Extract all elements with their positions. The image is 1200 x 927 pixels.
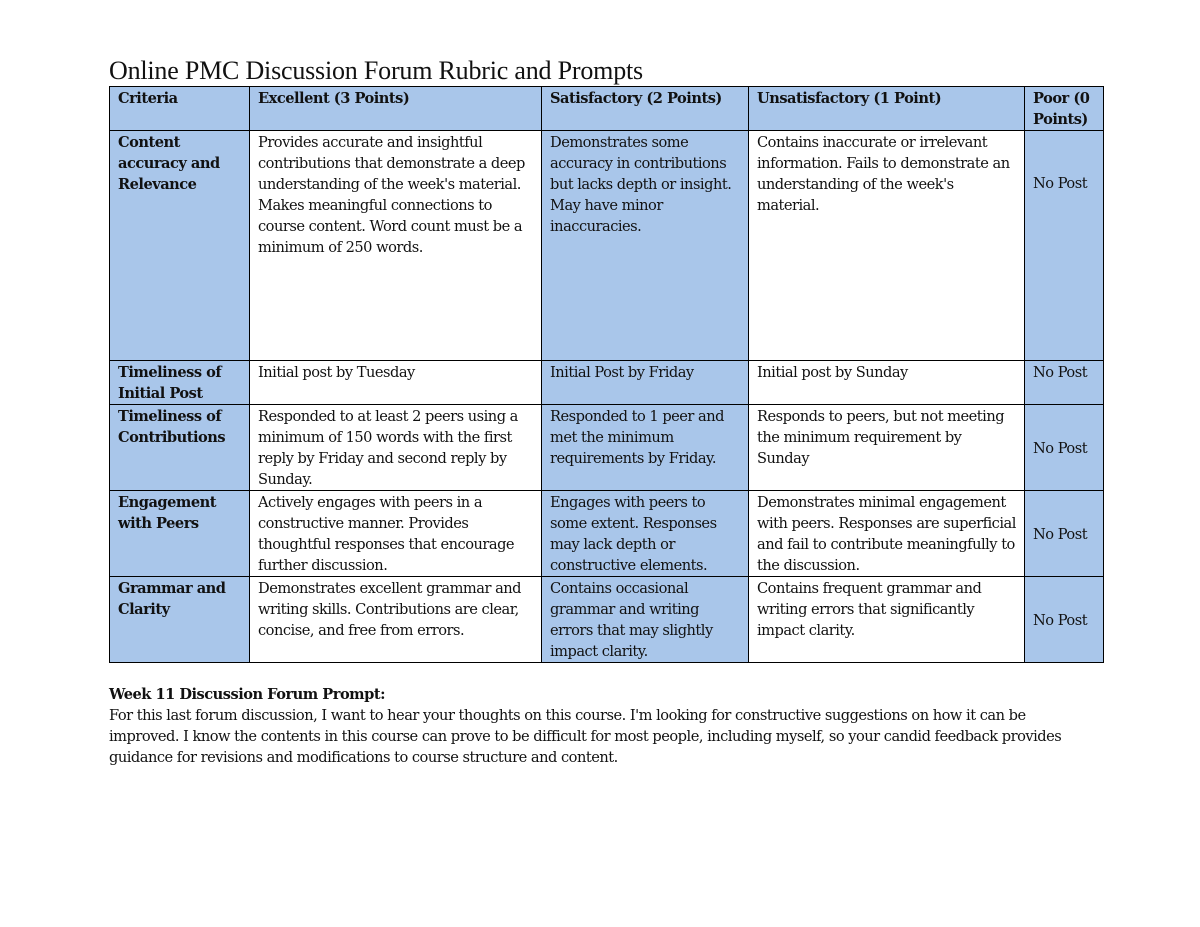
prompt-body: For this last forum discussion, I want to hear your thoughts on this course. I'm looking for constructive suggestions on how it can be improved. I know the contents in this course can prove to be difficult for most people, including myself, so your candid feedback provides guidance for revisions and modifications to course structure and content. [109, 707, 1062, 766]
unsatisfactory-cell: Demonstrates minimal engagement with peers. Responses are superficial and fail to contribute meaningfully to the discussion. [749, 491, 1025, 577]
criteria-cell: Grammar and Clarity [110, 577, 250, 663]
rubric-header-row [110, 87, 1104, 131]
discussion-prompt [109, 684, 1103, 768]
header-criteria: Criteria [110, 87, 250, 131]
table-row [110, 577, 1104, 663]
satisfactory-cell: Contains occasional grammar and writing errors that may slightly impact clarity. [542, 577, 749, 663]
excellent-cell: Initial post by Tuesday [250, 361, 542, 405]
criteria-cell: Engagement with Peers [110, 491, 250, 577]
rubric-table [109, 86, 1104, 663]
poor-cell: No Post [1025, 577, 1104, 663]
excellent-cell: Responded to at least 2 peers using a minimum of 150 words with the first reply by Friday and second reply by Sunday. [250, 405, 542, 491]
criteria-cell: Timeliness of Initial Post [110, 361, 250, 405]
satisfactory-cell: Engages with peers to some extent. Responses may lack depth or constructive elements. [542, 491, 749, 577]
header-poor: Poor (0 Points) [1025, 87, 1104, 131]
poor-cell: No Post [1025, 405, 1104, 491]
prompt-heading: Week 11 Discussion Forum Prompt: [109, 686, 385, 703]
criteria-cell: Timeliness of Contributions [110, 405, 250, 491]
unsatisfactory-cell: Responds to peers, but not meeting the minimum requirement by Sunday [749, 405, 1025, 491]
unsatisfactory-cell: Contains frequent grammar and writing errors that significantly impact clarity. [749, 577, 1025, 663]
document-title: Online PMC Discussion Forum Rubric and Prompts [109, 56, 643, 85]
criteria-cell: Content accuracy and Relevance [110, 131, 250, 361]
poor-cell: No Post [1025, 361, 1104, 405]
poor-cell: No Post [1025, 131, 1104, 361]
header-unsatisfactory: Unsatisfactory (1 Point) [749, 87, 1025, 131]
satisfactory-cell: Initial Post by Friday [542, 361, 749, 405]
table-row [110, 491, 1104, 577]
table-row [110, 361, 1104, 405]
satisfactory-cell: Responded to 1 peer and met the minimum requirements by Friday. [542, 405, 749, 491]
table-row [110, 405, 1104, 491]
header-excellent: Excellent (3 Points) [250, 87, 542, 131]
excellent-cell: Provides accurate and insightful contributions that demonstrate a deep understanding of the week's material. Makes meaningful connections to course content. Word count must be a minimum of 250 words. [250, 131, 542, 361]
table-row [110, 131, 1104, 361]
excellent-cell: Demonstrates excellent grammar and writing skills. Contributions are clear, concise, and free from errors. [250, 577, 542, 663]
satisfactory-cell: Demonstrates some accuracy in contributions but lacks depth or insight. May have minor inaccuracies. [542, 131, 749, 361]
poor-cell: No Post [1025, 491, 1104, 577]
document-page [109, 56, 1103, 768]
unsatisfactory-cell: Contains inaccurate or irrelevant information. Fails to demonstrate an understanding of the week's material. [749, 131, 1025, 361]
unsatisfactory-cell: Initial post by Sunday [749, 361, 1025, 405]
header-satisfactory: Satisfactory (2 Points) [542, 87, 749, 131]
excellent-cell: Actively engages with peers in a constructive manner. Provides thoughtful responses that encourage further discussion. [250, 491, 542, 577]
